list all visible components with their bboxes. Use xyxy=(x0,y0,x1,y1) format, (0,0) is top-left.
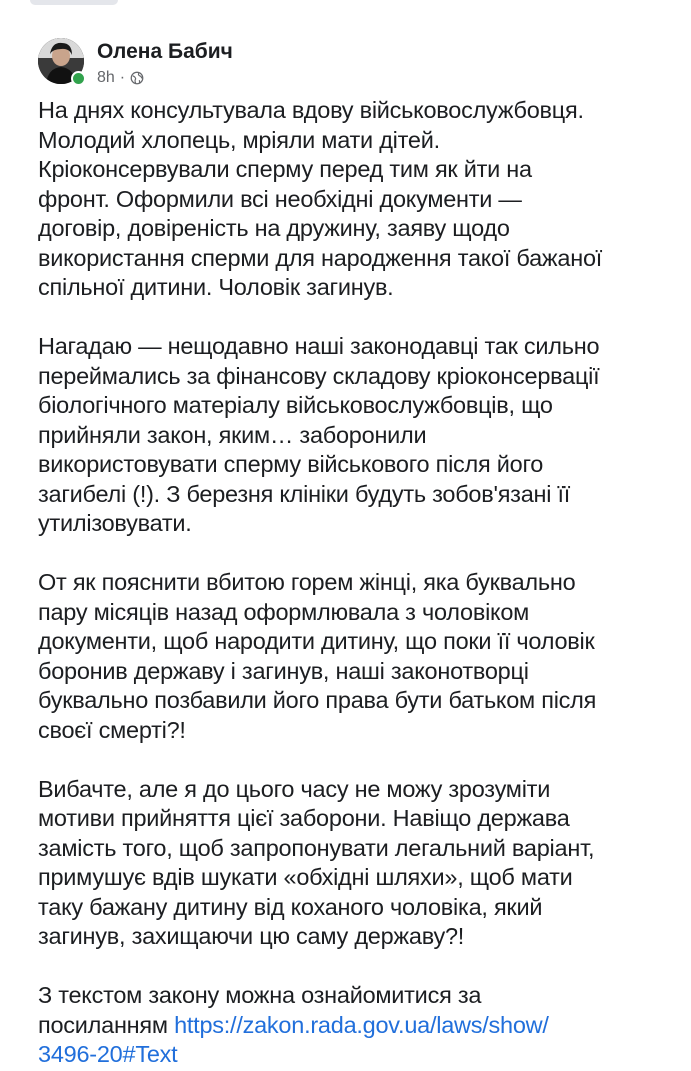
law-reference-text: З текстом закону можна ознайомитися за посиланням xyxy=(38,982,482,1038)
post-paragraph-4: Вибачте, але я до цього часу не можу зрозуміти мотиви прийняття цієї заборони. Навіщо держава замість того, щоб запропонувати легальний варіант, примушує вдів шукати «обхідні шляхи», щоб мати таку бажану дитину від коханого чоловіка, який загинув, захищаючи цю саму державу?! xyxy=(38,775,595,949)
law-link[interactable]: https://zakon.rada.gov.ua/laws/show/ 3496-20#Text xyxy=(38,1011,549,1067)
globe-icon[interactable] xyxy=(130,71,144,85)
author-name[interactable]: Олена Бабич xyxy=(97,40,233,63)
post-header xyxy=(38,38,638,90)
post-paragraph-3: От як пояснити вбитою горем жінці, яка буквально пару місяців назад оформлювала з чоловіком документи, щоб народити дитину, що поки її чоловік боронив державу і загинув, наші законотворці буквально позбавили його права бути батьком після своєї смерті?! xyxy=(38,569,597,743)
post-body xyxy=(38,96,658,1070)
post-meta xyxy=(97,69,144,87)
online-status-icon xyxy=(71,71,86,86)
post-time[interactable]: 8h xyxy=(97,69,115,86)
meta-separator: · xyxy=(119,69,126,86)
post-paragraph-1: На днях консультувала вдову військовослужбовця. Молодий хлопець, мріяли мати дітей. Кріоконсервували сперму перед тим як йти на фронт. Оформили всі необхідні документи — договір, довіреність на дружину, заяву щодо використання сперми для народження такої бажаної спільної дитини. Чоловік загинув. xyxy=(38,97,603,300)
post-paragraph-2: Нагадаю — нещодавно наші законодавці так сильно переймались за фінансову складову кріоконсервації біологічного матеріалу військовослужбовців, що прийняли закон, яким… заборонили використовувати сперму військового після його загибелі (!). З березня клініки будуть зобов'язані її утилізовувати. xyxy=(38,333,600,536)
post-paragraph-5 xyxy=(38,981,658,1070)
